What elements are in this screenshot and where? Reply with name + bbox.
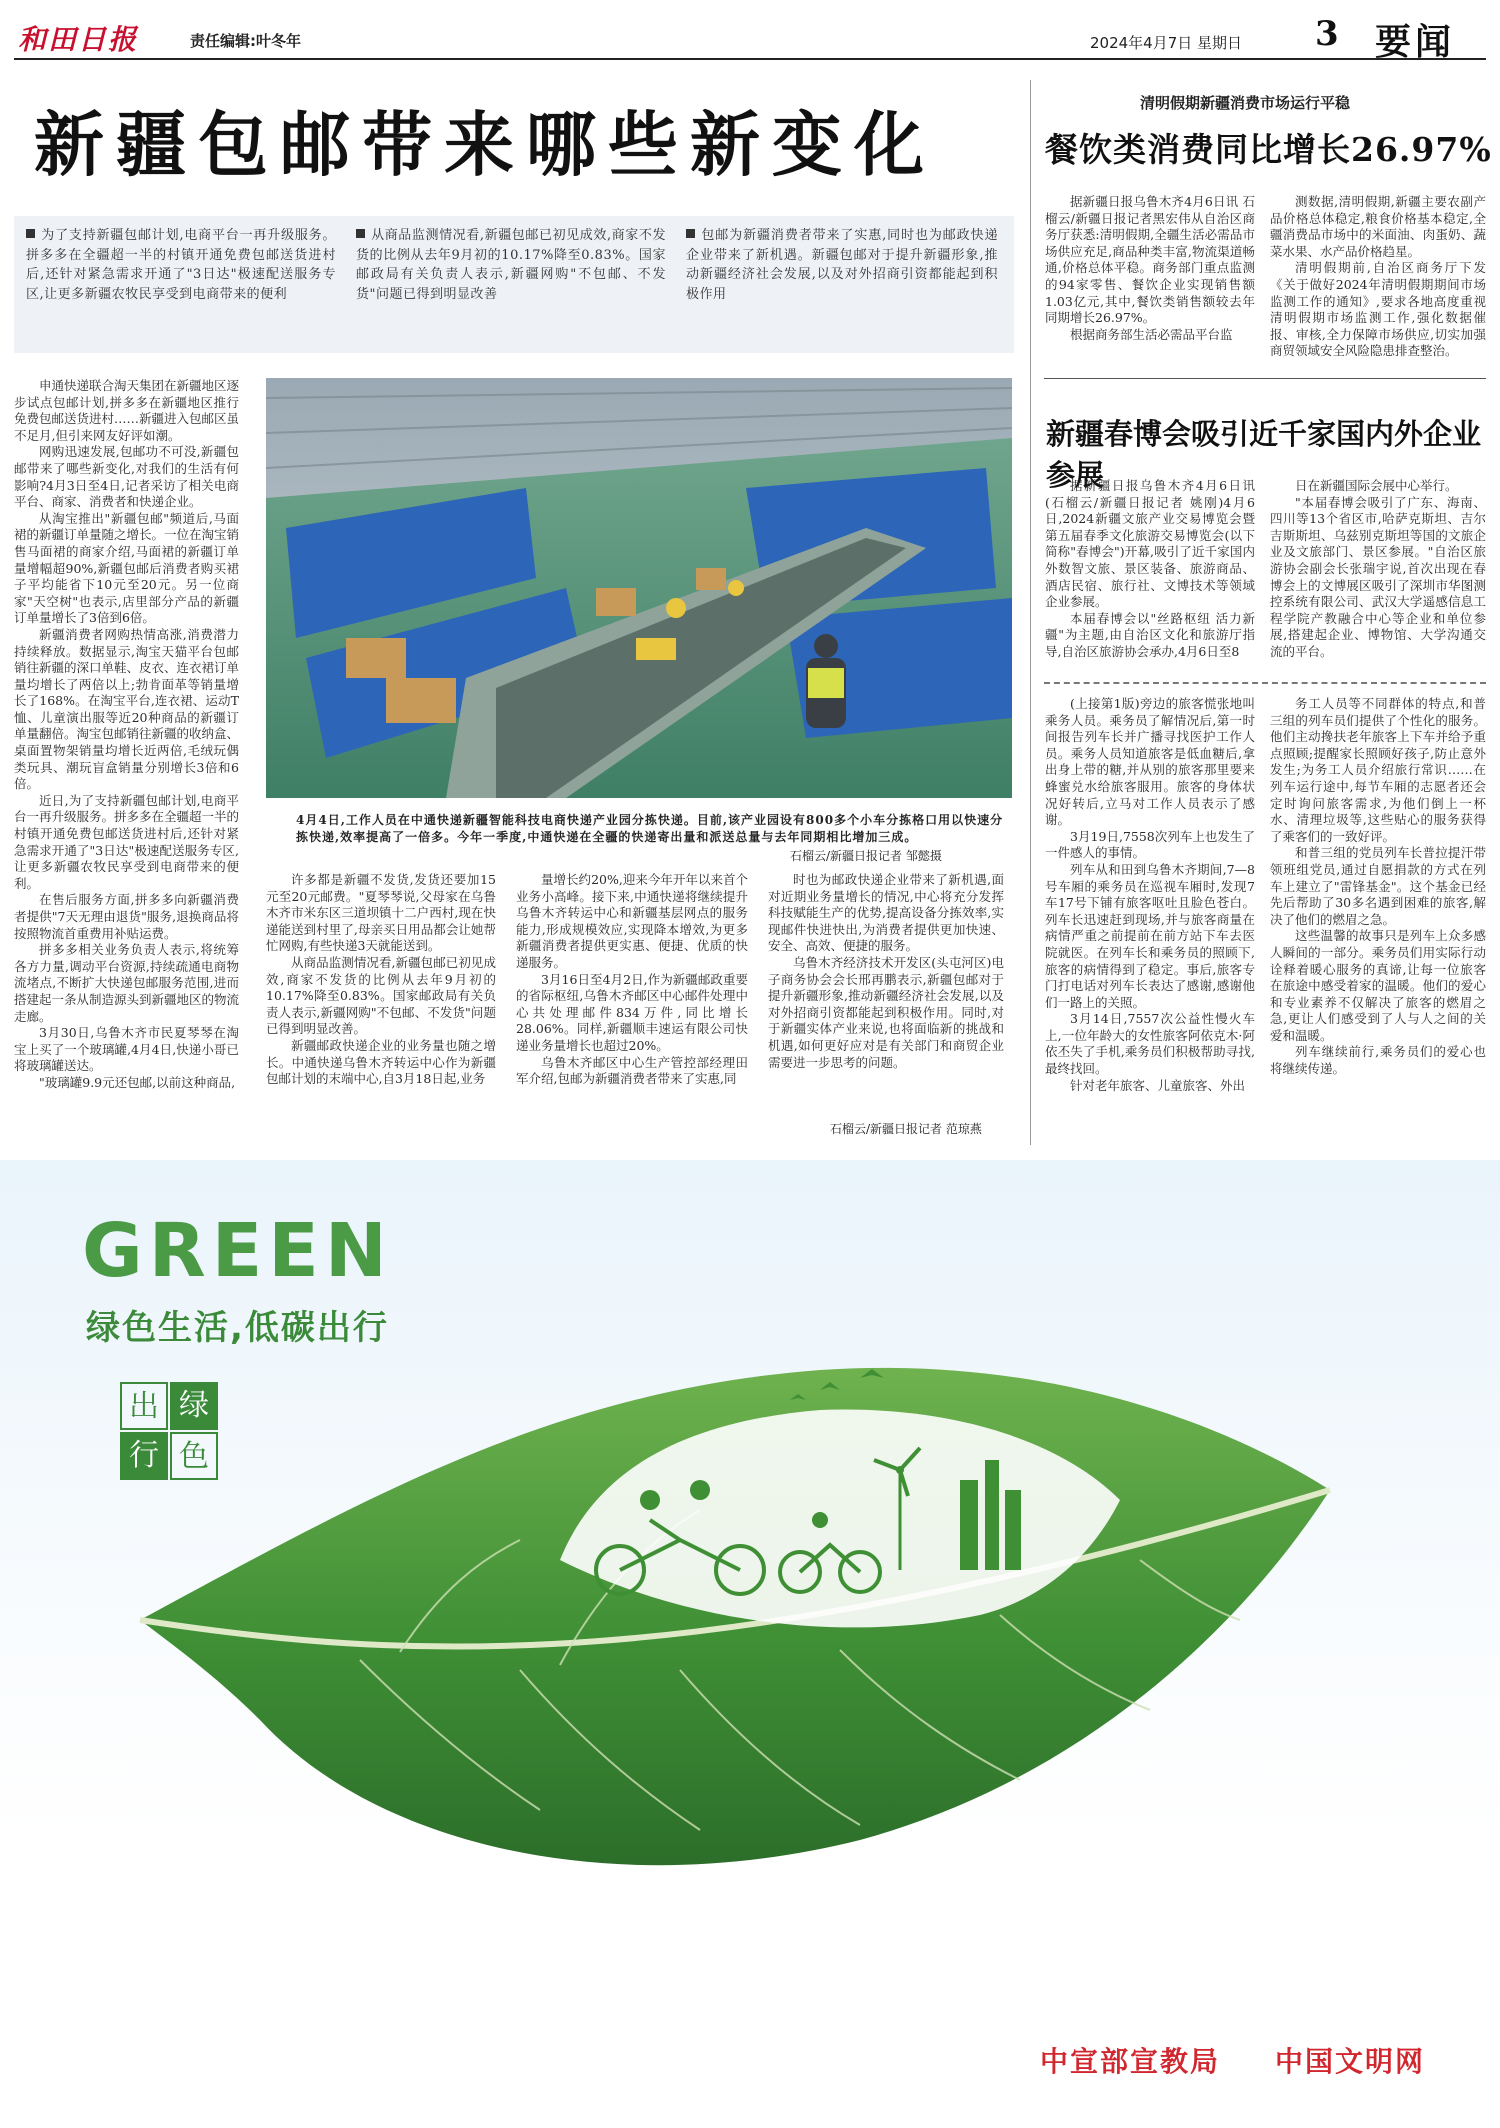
- section-rule: [1044, 378, 1486, 379]
- stamp-cell: 行: [120, 1432, 168, 1480]
- photo-caption: 4月4日,工作人员在中通快递新疆智能科技电商快递产业园分拣快递。目前,该产业园设有800多个小车分拣格口用以快速分拣快递,效率提高了一倍多。今年一季度,中通快递在全疆的快递寄出量和派送总量与去年同期相比增加三成。: [296, 813, 1004, 844]
- photo-credit: 石榴云/新疆日报记者 邹懿摄: [790, 849, 942, 863]
- leaf-illustration: [0, 1160, 1500, 2128]
- stamp-cell: 绿: [170, 1382, 218, 1430]
- issue-date: 2024年4月7日 星期日: [1090, 34, 1243, 52]
- bullet-square-icon: [356, 229, 365, 238]
- springfair-headline: 新疆春博会吸引近千家国内外企业参展: [1046, 417, 1482, 492]
- qingming-col2: 测数据,清明假期,新疆主要农副产品价格总体稳定,粮食价格基本稳定,全疆消费品市场中的米面油、肉蛋奶、蔬菜水果、水产品价格趋星。 清明假期前,自治区商务厅下发《关于做好2024年清明假期期间市场监测工作的通知》,要求各地高度重视清明假期市场监测工作,强化数据催报、审核,全力保障市场供应,切实加强商贸领域安全风险隐患排查整治。: [1270, 194, 1486, 359]
- summary-1: 为了支持新疆包邮计划,电商平台一再升级服务。拼多多在全疆超一半的村镇开通免费包邮送货进村后,还针对紧急需求开通了"3日达"极速配送服务专区,让更多新疆农牧民享受到电商带来的便利: [26, 228, 336, 302]
- warehouse-photo: [266, 378, 1012, 798]
- main-article-col4: 时也为邮政快递企业带来了新机遇,面对近期业务量增长的情况,中心将充分发挥科技赋能生产的优势,提高设备分拣效率,实现邮件快进快出,为消费者提供更加快速、安全、高效、便捷的服务。 乌鲁木齐经济技术开发区(头屯河区)电子商务协会会长邢再鹏表示,新疆包邮对于提升新疆形象,推动新疆经济社会发展,以及对外招商引资都能起到积极作用。同时,对于新疆实体产业来说,也将面临新的挑战和机遇,如何更好应对是有关部门和商贸企业需要进一步思考的问题。: [768, 872, 1004, 1070]
- warehouse-illustration: [266, 378, 1012, 798]
- column-divider: [1030, 80, 1031, 1145]
- page-number: 3: [1315, 14, 1339, 54]
- bullet-square-icon: [686, 229, 695, 238]
- editor-credit: 责任编辑:叶冬年: [190, 32, 301, 50]
- col4-credit: 石榴云/新疆日报记者 范琼燕: [830, 1122, 982, 1136]
- section-name: 要闻: [1375, 21, 1456, 63]
- sponsor-2: 中国文明网: [1275, 2045, 1426, 2078]
- newspaper-logo: 和田日报: [18, 23, 139, 56]
- summary-3: 包邮为新疆消费者带来了实惠,同时也为邮政快递企业带来了新机遇。新疆包邮对于提升新疆形象,推动新疆经济社会发展,以及对外招商引资都能起到积极作用: [686, 228, 998, 302]
- psa-title: GREEN: [82, 1208, 393, 1294]
- psa-slogan: 绿色生活,低碳出行: [86, 1308, 389, 1348]
- bullet-square-icon: [26, 229, 35, 238]
- train-col1: (上接第1版)旁边的旅客慌张地叫乘务人员。乘务员了解情况后,第一时间报告列车长并广播寻找医护工作人员。乘务人员知道旅客是低血糖后,拿出身上带的糖,并从别的旅客那里要来蜂蜜兑水给旅客服用。旅客的身体状况好转后,立马对工作人员表示了感谢。 3月19日,7558次列车上也发生了一件感人的事情。 列车从和田到乌鲁木齐期间,7—8号车厢的乘务员在巡视车厢时,发现7车17号下铺有旅客呕吐且脸色苍白。列车长迅速赶到现场,并与旅客商量在病情严重之前提前在前方站下车去医院就医。在列车长和乘务员的照顾下,旅客的病情得到了稳定。事后,旅客专门打电话对列车长表达了感谢,感谢他们一路上的关照。 3月14日,7557次公益性慢火车上,一位年龄大的女性旅客阿依克木·阿依丕失了手机,乘务员们积极帮助寻找,最终找回。 针对老年旅客、儿童旅客、外出: [1045, 696, 1255, 1093]
- stamp-cell: 色: [170, 1432, 218, 1480]
- main-headline: 新疆包邮带来哪些新变化: [34, 103, 936, 186]
- springfair-col2: 日在新疆国际会展中心举行。 "本届春博会吸引了广东、海南、四川等13个省区市,哈萨克斯坦、吉尔吉斯斯坦、乌兹别克斯坦等国的文旅企业及文旅部门、景区参展。"自治区旅游协会副会长张瑞宇说,首次出现在春博会上的文博展区吸引了深圳市华图测控系统有限公司、武汉大学遥感信息工程学院产教融合中心等企业和单位参展,搭建起企业、博物馆、大学沟通交流的平台。: [1270, 478, 1486, 659]
- train-col2: 务工人员等不同群体的特点,和普三组的列车员们提供了个性化的服务。他们主动搀扶老年旅客上下车并给予重点照顾;提醒家长照顾好孩子,防止意外发生;为务工人员介绍旅行常识……在列车运行途中,每节车厢的志愿者还会定时询问旅客需求,为他们倒上一杯水、清理垃圾等,这些贴心的服务获得了乘客们的一致好评。 和普三组的党员列车长普拉提汗带领班组党员,通过自愿捐款的方式在列车上建立了"雷锋基金"。这个基金已经先后帮助了30多名遇到困难的旅客,解决了他们的燃眉之急。 这些温馨的故事只是列车上众多感人瞬间的一部分。乘务员们用实际行动诠释着暖心服务的真谛,让每一位旅客在旅途中感受着家的温暖。他们的爱心和专业素养不仅解决了旅客的燃眉之急,更让人们感受到了人与人之间的关爱和温暖。 列车继续前行,乘务员们的爱心也将继续传递。: [1270, 696, 1486, 1077]
- qingming-col1: 据新疆日报乌鲁木齐4月6日讯 石榴云/新疆日报记者黑宏伟从自治区商务厅获悉:清明假期,全疆生活必需品市场供应充足,商品种类丰富,物流渠道畅通,价格总体平稳。商务部门重点监测的94家零售、餐饮企业实现销售额1.03亿元,其中,餐饮类销售额较去年同期增长26.97%。 根据商务部生活必需品平台监: [1045, 194, 1255, 342]
- main-article-col3: 量增长约20%,迎来今年开年以来首个业务小高峰。接下来,中通快递将继续提升乌鲁木齐转运中心和新疆基层网点的服务能力,形成规模效应,实现降本增效,为更多新疆消费者提供更实惠、便捷、优质的快递服务。 3月16日至4月2日,作为新疆邮政重要的省际枢纽,乌鲁木齐邮区中心邮件处理中心共处理邮件834万件,同比增长28.06%。同样,新疆顺丰速运有限公司快递业务量增长也超过20%。 乌鲁木齐邮区中心生产管控部经理田军介绍,包邮为新疆消费者带来了实惠,同: [516, 872, 748, 1087]
- sponsor-1: 中宣部宣教局: [1040, 2045, 1221, 2078]
- stamp-cell: 出: [120, 1382, 168, 1430]
- masthead: [0, 0, 1500, 63]
- summary-2: 从商品监测情况看,新疆包邮已初见成效,商家不发货的比例从去年9月初的10.17%降至0.83%。国家邮政局有关负责人表示,新疆网购"不包邮、不发货"问题已得到明显改善: [356, 228, 666, 302]
- springfair-col1: 据新疆日报乌鲁木齐4月6日讯 (石榴云/新疆日报记者 姚刚)4月6日,2024新疆文旅产业交易博览会暨第五届春季文化旅游交易博览会(以下简称"春博会")开幕,吸引了近千家国内外数智文旅、景区装备、旅游商品、酒店民宿、旅行社、文博技术等领域企业参展。 本届春博会以"丝路枢纽 活力新疆"为主题,由自治区文化和旅游厅指导,自治区旅游协会承办,4月6日至8: [1045, 478, 1255, 659]
- main-article-col1: 申通快递联合淘天集团在新疆地区逐步试点包邮计划,拼多多在新疆地区推行免费包邮送货进村……新疆进入包邮区虽不足月,但引来网友好评如潮。 网购迅速发展,包邮功不可没,新疆包邮带来了哪些新变化,对我们的生活有何影响?4月3日至4日,记者采访了相关电商平台、商家、消费者和快递企业。 从淘宝推出"新疆包邮"频道后,马面裙的新疆订单量随之增长。一位在淘宝销售马面裙的商家介绍,马面裙的新疆订单量增幅超90%,新疆包邮后消费者购买裙子平均能省下10元至20元。另一位商家"天空树"也表示,店里部分产品的新疆订单量增长了3倍到6倍。 新疆消费者网购热情高涨,消费潜力持续释放。数据显示,淘宝天猫平台包邮销往新疆的深口单鞋、皮衣、连衣裙订单量均增长了两倍以上;勃肯面革等销量增长了168%。在淘宝平台,连衣裙、运动T恤、儿童演出服等近20种商品的新疆订单量翻倍。淘宝包邮销往新疆的收纳盒、桌面置物架销量均增长近两倍,毛绒玩偶类玩具、潮玩盲盒销量分别增长3倍和6倍。 近日,为了支持新疆包邮计划,电商平台一再升级服务。拼多多在全疆超一半的村镇开通免费包邮送货进村后,还针对紧急需求开通了"3日达"极速配送服务专区,让更多新疆农牧民享受到电商带来的便利。 在售后服务方面,拼多多向新疆消费者提供"7天无理由退货"服务,退换商品将按照物流首重费用补贴运费。 拼多多相关业务负责人表示,将统筹各方力量,调动平台资源,持续疏通电商物流堵点,不断扩大快递包邮服务范围,进而搭建起一条从制造源头到新疆地区的物流走廊。 3月30日,乌鲁木齐市民夏琴琴在淘宝上买了一个玻璃罐,4月4日,快递小哥已将玻璃罐送达。 "玻璃罐9.9元还包邮,以前这种商品,: [14, 378, 239, 1090]
- qingming-headline: 餐饮类消费同比增长26.97%: [1045, 130, 1492, 169]
- main-article-col2: 许多都是新疆不发货,发货还要加15元至20元邮费。"夏琴琴说,父母家在乌鲁木齐市米东区三道坝镇十二户西村,现在快递能送到村里了,母亲买日用品都会让她帮忙网购,有些快递3天就能送到。 从商品监测情况看,新疆包邮已初见成效,商家不发货的比例从去年9月初的10.17%降至0.83%。国家邮政局有关负责人表示,新疆网购"不包邮、不发货"问题已得到明显改善。 新疆邮政快递企业的业务量也随之增长。中通快递乌鲁木齐转运中心作为新疆包邮计划的末端中心,自3月18日起,业务: [266, 872, 496, 1087]
- green-psa: [0, 1160, 1500, 2128]
- masthead-rule: [14, 58, 1486, 60]
- qingming-kicker: 清明假期新疆消费市场运行平稳: [1140, 94, 1351, 112]
- section-rule: [1044, 682, 1486, 684]
